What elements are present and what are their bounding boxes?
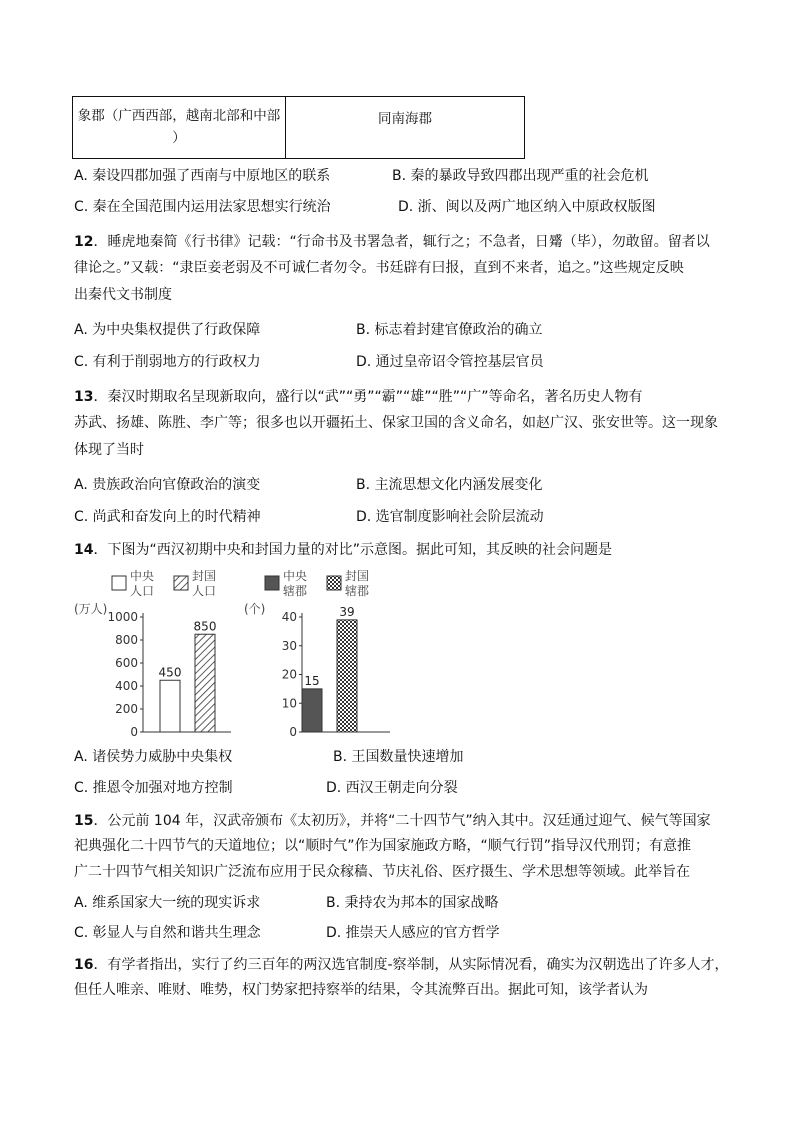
q14-option-a[interactable]: A. 诸侯势力威胁中央集权 bbox=[74, 749, 233, 765]
force-comparison-chart bbox=[70, 565, 390, 740]
legend-label: 辖郡 bbox=[345, 584, 370, 598]
y-tick-label: 10 bbox=[281, 696, 297, 711]
q13-option-d[interactable]: D. 选官制度影响社会阶层流动 bbox=[356, 509, 544, 525]
q15-option-a[interactable]: A. 维系国家大一统的现实诉求 bbox=[74, 895, 261, 911]
q15-stem-line3: 广二十四节气相关知识广泛流布应用于民众稼穑、节庆礼俗、医疗摄生、学术思想等领域。此举旨在 bbox=[74, 864, 690, 880]
q12-stem-line1 bbox=[74, 232, 710, 252]
q11-option-d[interactable]: D. 浙、闽以及两广地区纳入中原政权版图 bbox=[398, 199, 656, 215]
y-tick-label: 30 bbox=[281, 638, 297, 653]
y-tick-label: 1000 bbox=[107, 610, 138, 624]
bar-value-label: 15 bbox=[304, 673, 320, 688]
q15-number: 15 bbox=[74, 813, 94, 829]
q13-text-1: ．秦汉时期取名呈现新取向，盛行以“武”“勇”“霸”“雄”“胜”“广”等命名，著名历史人物有 bbox=[93, 389, 643, 405]
q13-option-a[interactable]: A. 贵族政治向官僚政治的演变 bbox=[74, 477, 261, 493]
legend-label: 人口 bbox=[192, 584, 217, 598]
q16-text-1: ．有学者指出，实行了约三百年的两汉选官制度-察举制，从实际情况看，确实为汉朝选出了许多人才， bbox=[93, 957, 729, 973]
q11-option-b[interactable]: B. 秦的暴政导致四郡出现严重的社会危机 bbox=[392, 168, 649, 184]
legend-label: 中央 bbox=[130, 569, 155, 583]
q15-stem-line1 bbox=[74, 811, 711, 831]
q15-option-c[interactable]: C. 彰显人与自然和谐共生理念 bbox=[74, 925, 261, 941]
legend-label: 辖郡 bbox=[283, 584, 308, 598]
bar-value-label: 850 bbox=[193, 619, 217, 634]
y-tick-label: 800 bbox=[115, 633, 138, 647]
q16-stem-line1 bbox=[74, 955, 729, 975]
q13-stem-line3: 体现了当时 bbox=[74, 442, 144, 458]
y-tick-label: 0 bbox=[289, 725, 297, 739]
table-cell-right: 同南海郡 bbox=[286, 97, 525, 159]
q14-option-c[interactable]: C. 推恩令加强对地方控制 bbox=[74, 780, 233, 796]
y-tick-label: 200 bbox=[115, 702, 138, 716]
q15-stem-line2: 祀典强化二十四节气的天道地位；以“顺时气”作为国家施政方略，“顺气行罚”指导汉代刑罚；有意推 bbox=[74, 838, 692, 854]
legend-label: 封国 bbox=[192, 569, 217, 583]
q14-stem-line1 bbox=[74, 540, 612, 560]
q13-option-c[interactable]: C. 尚武和奋发向上的时代精神 bbox=[74, 509, 261, 525]
table-cell-left-line1: 象郡（广西西部，越南北部和中部 bbox=[77, 108, 281, 124]
legend-swatch bbox=[327, 576, 341, 590]
legend-swatch bbox=[265, 576, 279, 590]
y-tick-label: 20 bbox=[281, 667, 297, 682]
table-row bbox=[73, 97, 525, 159]
y-tick-label: 600 bbox=[115, 656, 138, 670]
q13-stem-line1 bbox=[74, 387, 643, 407]
bar-value-label: 39 bbox=[339, 604, 355, 619]
q12-option-d[interactable]: D. 通过皇帝诏令管控基层官员 bbox=[356, 354, 544, 370]
legend-swatch bbox=[174, 576, 188, 590]
q13-number: 13 bbox=[74, 389, 94, 405]
q15-text-1: ．公元前 104 年，汉武帝颁布《太初历》，并将“二十四节气”纳入其中。汉廷通过迎气、候气等国家 bbox=[93, 813, 711, 829]
axis-unit-label: (个) bbox=[244, 602, 266, 616]
q14-number: 14 bbox=[74, 542, 94, 558]
bar bbox=[337, 620, 357, 732]
legend-label: 人口 bbox=[130, 584, 155, 598]
axis-unit-label: (万人) bbox=[74, 602, 108, 616]
q11-option-a[interactable]: A. 秦设四郡加强了西南与中原地区的联系 bbox=[74, 168, 331, 184]
q12-stem-line2: 律论之。”又载：“隶臣妾老弱及不可诚仁者勿令。书廷辟有曰报，直到不来者，追之。”这些规定反映 bbox=[74, 260, 684, 276]
legend-label: 中央 bbox=[283, 569, 308, 583]
q14-option-b[interactable]: B. 王国数量快速增加 bbox=[333, 749, 464, 765]
q12-text-1: ．睡虎地秦简《行书律》记载：“行命书及书署急者，辄行之；不急者，日觱（毕），勿敢留。留者以 bbox=[93, 234, 710, 250]
q16-stem-line2: 但任人唯亲、唯财、唯势，权门势家把持察举的结果，令其流弊百出。据此可知，该学者认为 bbox=[74, 982, 648, 998]
y-tick-label: 400 bbox=[115, 679, 138, 693]
legend-swatch bbox=[112, 576, 126, 590]
q12-number: 12 bbox=[74, 234, 94, 250]
q15-option-d[interactable]: D. 推崇天人感应的官方哲学 bbox=[326, 925, 500, 941]
q12-option-a[interactable]: A. 为中央集权提供了行政保障 bbox=[74, 322, 261, 338]
bar bbox=[195, 634, 215, 732]
y-tick-label: 40 bbox=[281, 610, 297, 624]
bar-value-label: 450 bbox=[158, 665, 182, 680]
q12-stem-line3: 出秦代文书制度 bbox=[74, 287, 172, 303]
q11-option-c[interactable]: C. 秦在全国范围内运用法家思想实行统治 bbox=[74, 199, 331, 215]
y-tick-label: 0 bbox=[130, 725, 138, 739]
region-table bbox=[72, 96, 525, 159]
q13-option-b[interactable]: B. 主流思想文化内涵发展变化 bbox=[356, 477, 543, 493]
table-cell-left bbox=[73, 97, 286, 159]
bar bbox=[302, 689, 322, 732]
q16-number: 16 bbox=[74, 957, 94, 973]
bar bbox=[160, 680, 180, 732]
q13-stem-line2: 苏武、扬雄、陈胜、李广等；很多也以开疆拓土、保家卫国的含义命名，如赵广汉、张安世等。这一现象 bbox=[74, 415, 718, 431]
q14-text-1: ．下图为“西汉初期中央和封国力量的对比”示意图。据此可知，其反映的社会问题是 bbox=[93, 542, 612, 558]
q12-option-c[interactable]: C. 有利于削弱地方的行政权力 bbox=[74, 354, 261, 370]
q14-option-d[interactable]: D. 西汉王朝走向分裂 bbox=[326, 780, 458, 796]
q15-option-b[interactable]: B. 秉持农为邦本的国家战略 bbox=[326, 895, 499, 911]
table-cell-left-line2: ） bbox=[172, 130, 186, 146]
legend-label: 封国 bbox=[345, 569, 370, 583]
q12-option-b[interactable]: B. 标志着封建官僚政治的确立 bbox=[356, 322, 543, 338]
